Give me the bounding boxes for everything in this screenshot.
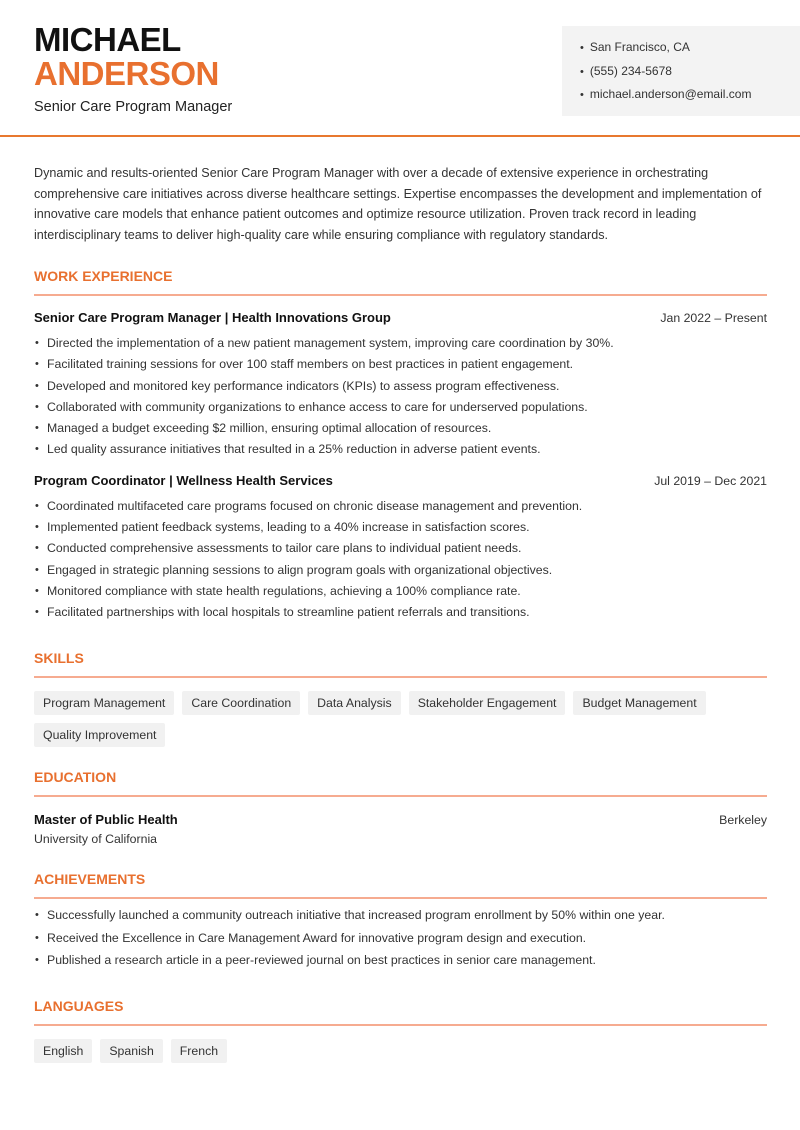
skill-tag: Program Management — [34, 691, 174, 715]
contact-email[interactable]: • michael.anderson@email.com — [580, 85, 800, 109]
list-item: • Successfully launched a community outreach initiative that increased program enrollment by 50% within one year. — [34, 904, 767, 927]
last-name: ANDERSON — [34, 55, 219, 92]
list-item: • Led quality assurance initiatives that resulted in a 25% reduction in adverse patient events. — [34, 439, 767, 460]
degree: Master of Public Health — [34, 812, 178, 827]
languages-section — [34, 997, 767, 1063]
education-entry — [34, 811, 767, 829]
job-bullets — [34, 333, 767, 461]
education-location: Berkeley — [719, 813, 767, 827]
list-item: • Engaged in strategic planning sessions to align program goals with organizational objectives. — [34, 560, 767, 581]
job-header — [34, 472, 767, 490]
list-item: • Facilitated training sessions for over 100 staff members on best practices in patient engagement. — [34, 354, 767, 375]
skill-tag: Care Coordination — [182, 691, 300, 715]
section-heading: SKILLS — [34, 649, 767, 678]
job-header — [34, 309, 767, 327]
contact-phone: • (555) 234-5678 — [580, 62, 800, 86]
job-title: Senior Care Program Manager — [34, 99, 233, 115]
language-tag: English — [34, 1039, 92, 1063]
list-item: • Implemented patient feedback systems, leading to a 40% increase in satisfaction scores. — [34, 517, 767, 538]
contact-box — [562, 26, 800, 116]
job-bullets — [34, 496, 767, 624]
list-item: • Facilitated partnerships with local hospitals to streamline patient referrals and transitions. — [34, 602, 767, 623]
skill-tag: Quality Improvement — [34, 723, 165, 747]
list-item: • Collaborated with community organizations to enhance access to care for underserved populations. — [34, 397, 767, 418]
achievements-section — [34, 870, 767, 972]
language-tag: Spanish — [100, 1039, 162, 1063]
job-role: Program Coordinator | Wellness Health Services — [34, 472, 333, 488]
list-item: • Conducted comprehensive assessments to tailor care plans to individual patient needs. — [34, 538, 767, 559]
achievement-list — [34, 904, 767, 972]
language-tag: French — [171, 1039, 227, 1063]
job-date: Jan 2022 – Present — [660, 311, 767, 325]
job-role: Senior Care Program Manager | Health Innovations Group — [34, 310, 391, 325]
education-section — [34, 768, 767, 849]
skill-tags — [34, 691, 767, 747]
list-item: • Directed the implementation of a new patient management system, improving care coordination by 30%. — [34, 333, 767, 354]
list-item: • Coordinated multifaceted care programs focused on chronic disease management and prevention. — [34, 496, 767, 517]
skill-tag: Stakeholder Engagement — [409, 691, 566, 715]
skills-section — [34, 649, 767, 747]
resume-header — [0, 0, 800, 137]
list-item: • Managed a budget exceeding $2 million, ensuring optimal allocation of resources. — [34, 418, 767, 439]
skill-tag: Budget Management — [573, 691, 705, 715]
school: University of California — [34, 832, 158, 846]
summary: Dynamic and results-oriented Senior Care Program Manager with over a decade of extensive experience in orchestrating comprehensive care initiatives across diverse healthcare settings. Expertise encompasses the development and implementation of innovative care models that enhance patient outcomes and optimize resource utilization. Proven track record in leading interdisciplinary teams to deliver high-quality care while ensuring compliance with regulatory standards. — [34, 166, 762, 242]
section-heading: ACHIEVEMENTS — [34, 870, 767, 899]
first-name: MICHAEL — [34, 21, 181, 58]
list-item: • Received the Excellence in Care Management Award for innovative program design and execution. — [34, 927, 767, 950]
list-item: • Developed and monitored key performance indicators (KPIs) to assess program effectiveness. — [34, 376, 767, 397]
list-item: • Monitored compliance with state health regulations, achieving a 100% compliance rate. — [34, 581, 767, 602]
contact-location: • San Francisco, CA — [580, 38, 800, 62]
list-item: • Published a research article in a peer-reviewed journal on best practices in senior care management. — [34, 949, 767, 972]
language-tags — [34, 1039, 767, 1063]
job-date: Jul 2019 – Dec 2021 — [654, 473, 767, 488]
section-heading: EDUCATION — [34, 768, 767, 797]
work-experience-section — [34, 267, 767, 624]
skill-tag: Data Analysis — [308, 691, 401, 715]
section-heading: WORK EXPERIENCE — [34, 267, 767, 296]
section-heading: LANGUAGES — [34, 997, 767, 1026]
